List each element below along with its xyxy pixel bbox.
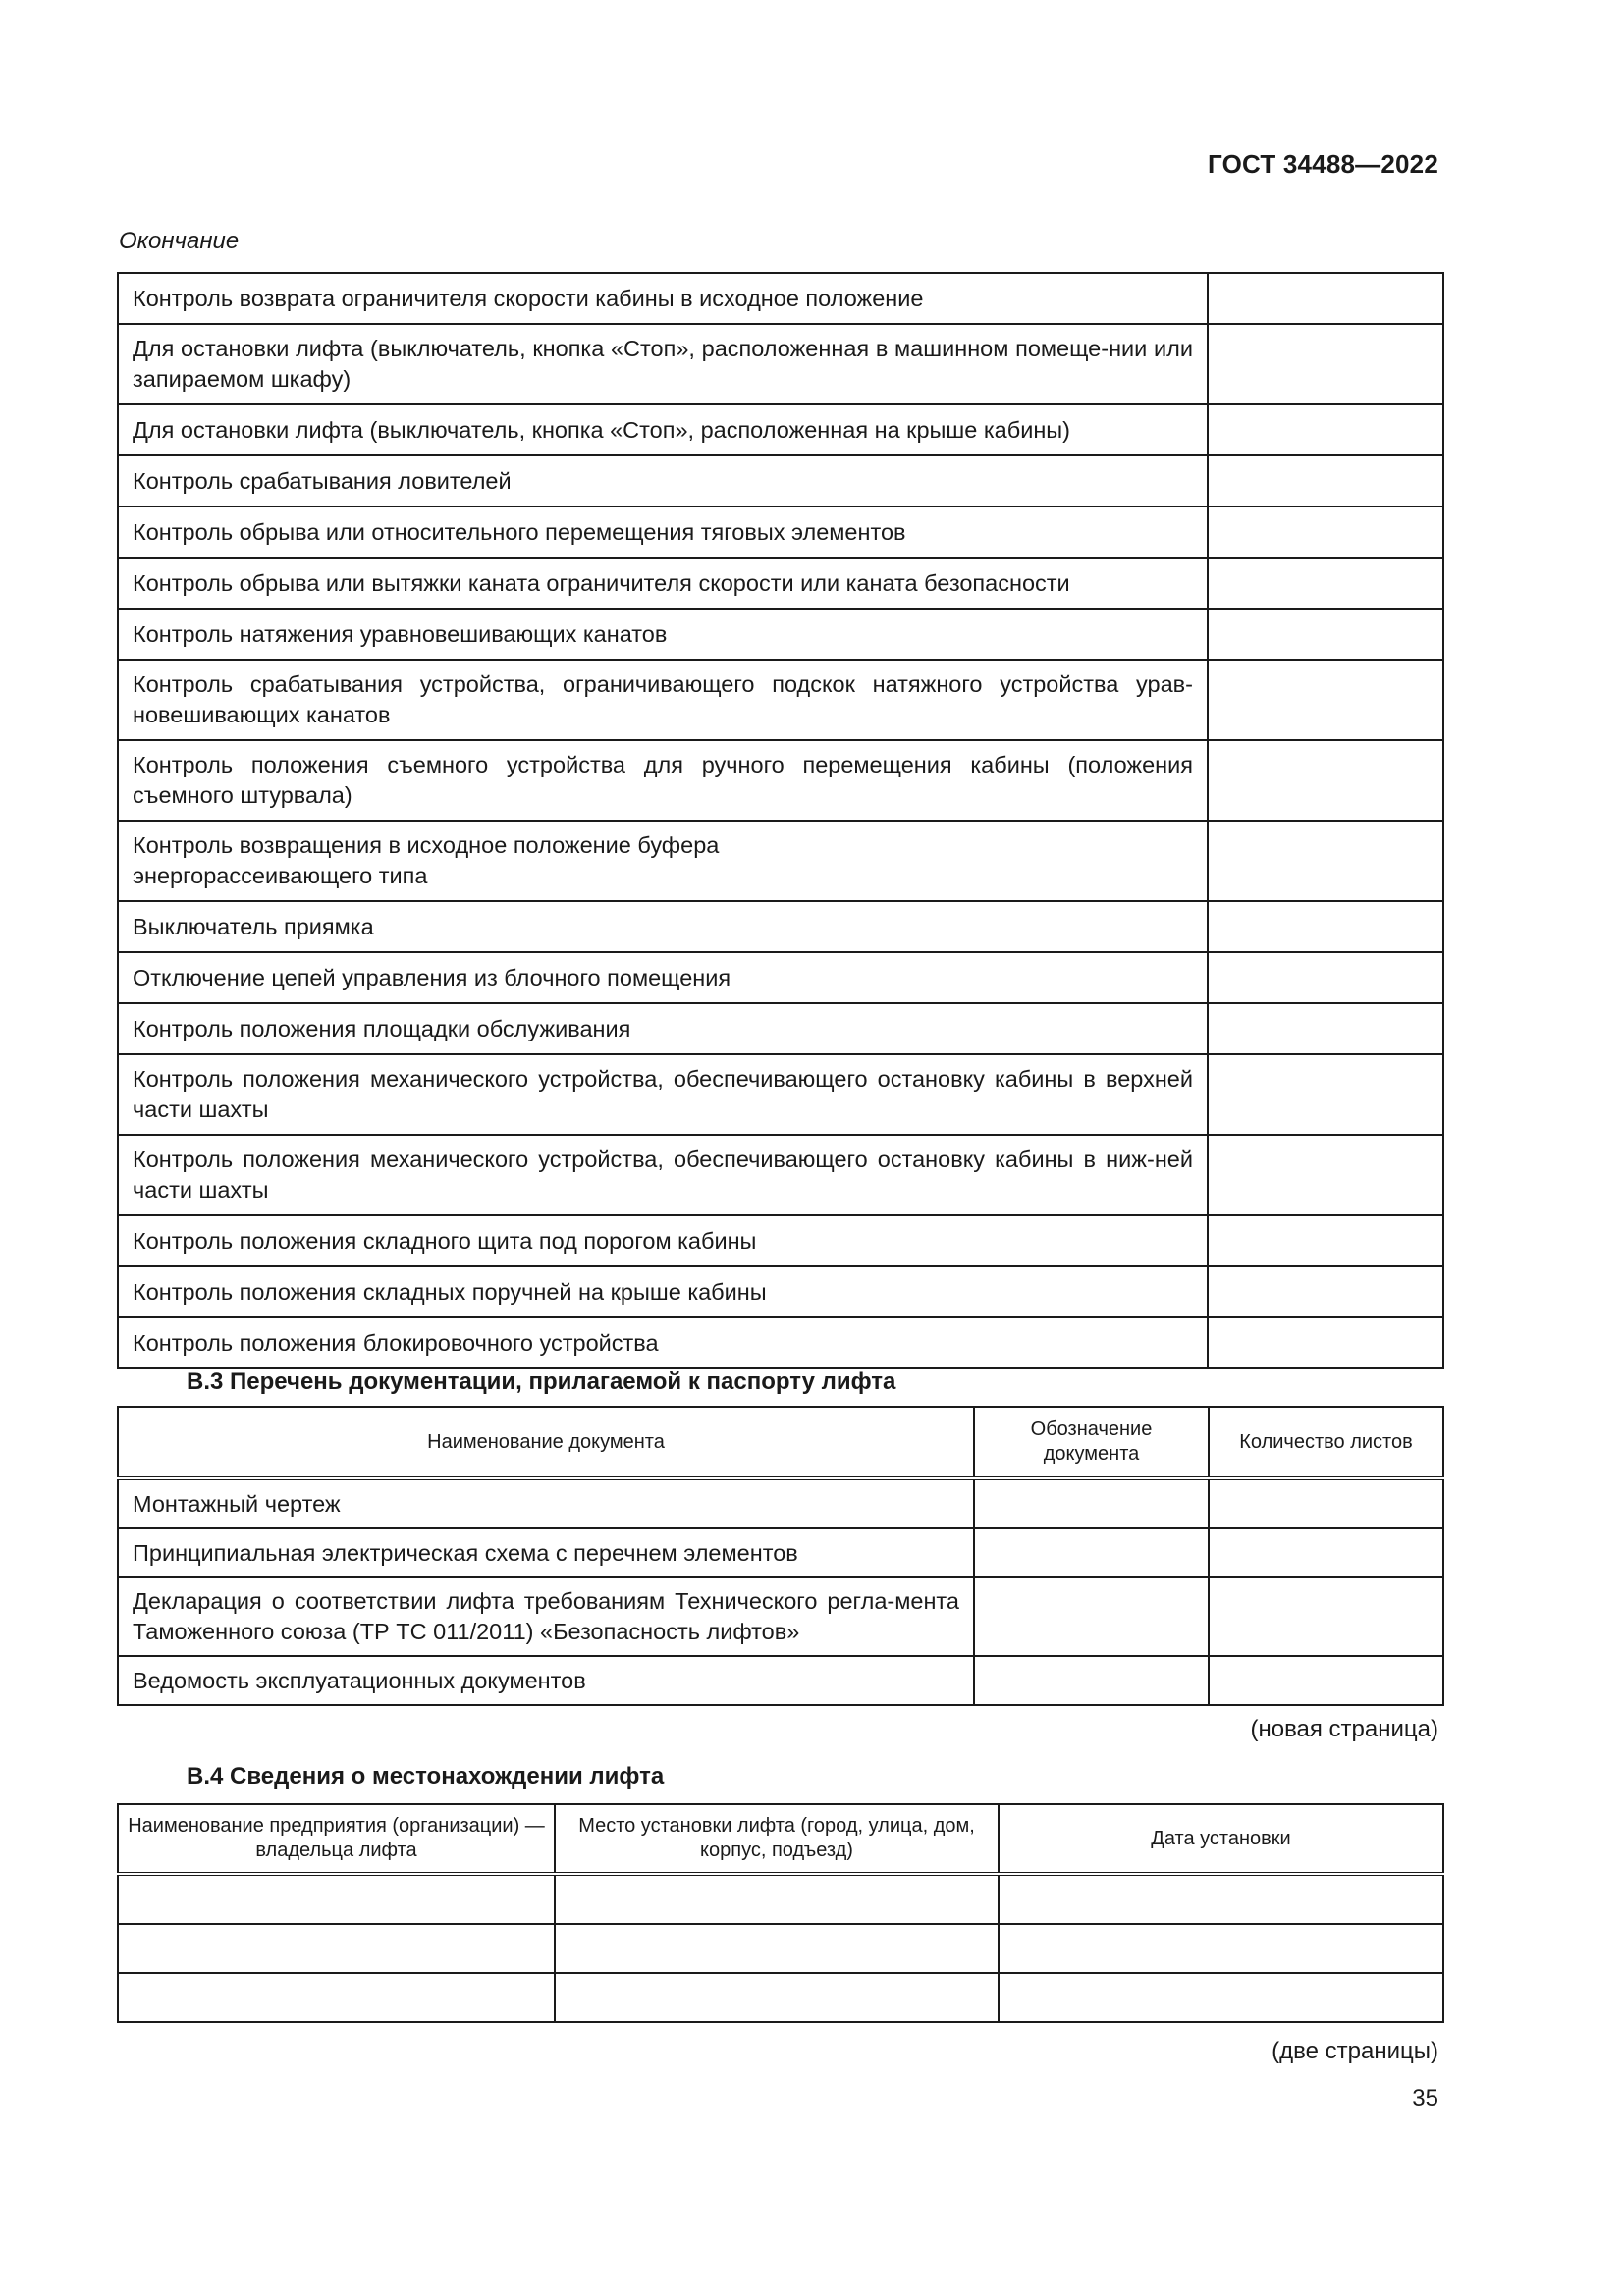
owner-cell [118, 1973, 555, 2022]
date-cell [999, 1924, 1443, 1973]
table-row [118, 1215, 1443, 1266]
table-row [118, 1528, 1443, 1577]
page-number: 35 [1412, 2085, 1438, 2111]
sheet-count-cell [1209, 1656, 1443, 1705]
row-value-cell [1208, 1003, 1443, 1054]
table-row [118, 507, 1443, 558]
row-value-cell [1208, 1215, 1443, 1266]
table-row [118, 455, 1443, 507]
owner-cell [118, 1924, 555, 1973]
row-value-cell [1208, 558, 1443, 609]
place-cell [555, 1924, 999, 1973]
row-value-cell [1208, 324, 1443, 404]
row-text: Контроль возврата ограничителя скорости кабины в исходное положение [118, 273, 1208, 324]
document-name: Монтажный чертеж [118, 1478, 974, 1528]
table-row [118, 324, 1443, 404]
row-text: Контроль положения механического устройства, обеспечивающего остановку кабины в верхней части шахты [118, 1054, 1208, 1135]
date-cell [999, 1973, 1443, 2022]
row-value-cell [1208, 1266, 1443, 1317]
header-sheet-count: Количество листов [1209, 1407, 1443, 1478]
table-row [118, 1577, 1443, 1656]
row-value-cell [1208, 1317, 1443, 1368]
row-value-cell [1208, 609, 1443, 660]
row-text: Для остановки лифта (выключатель, кнопка «Стоп», расположенная в машинном помеще-нии или запираемом шкафу) [118, 324, 1208, 404]
table-row [118, 952, 1443, 1003]
row-text: Контроль обрыва или относительного перемещения тяговых элементов [118, 507, 1208, 558]
row-text: Контроль возвращения в исходное положение буфера энергорассеивающего типа [118, 821, 1208, 901]
designation-cell [974, 1656, 1209, 1705]
row-value-cell [1208, 740, 1443, 821]
table-row [118, 1003, 1443, 1054]
row-value-cell [1208, 507, 1443, 558]
row-text: Контроль положения механического устройства, обеспечивающего остановку кабины в ниж-ней части шахты [118, 1135, 1208, 1215]
sheet-count-cell [1209, 1478, 1443, 1528]
row-value-cell [1208, 660, 1443, 740]
row-value-cell [1208, 404, 1443, 455]
two-pages-note: (две страницы) [1272, 2038, 1438, 2064]
table-row [118, 660, 1443, 740]
table-row [118, 901, 1443, 952]
table-header-row [118, 1804, 1443, 1874]
control-devices-table [117, 272, 1444, 1369]
row-text: Для остановки лифта (выключатель, кнопка «Стоп», расположенная на крыше кабины) [118, 404, 1208, 455]
table-row [118, 558, 1443, 609]
table-row [118, 1054, 1443, 1135]
header-installation-place: Место установки лифта (город, улица, дом, корпус, подъезд) [555, 1804, 999, 1874]
sheet-count-cell [1209, 1528, 1443, 1577]
row-text: Контроль натяжения уравновешивающих канатов [118, 609, 1208, 660]
row-value-cell [1208, 1054, 1443, 1135]
table-row [118, 1266, 1443, 1317]
new-page-note: (новая страница) [1250, 1716, 1438, 1742]
row-value-cell [1208, 901, 1443, 952]
header-document-designation: Обозначение документа [974, 1407, 1209, 1478]
row-text: Контроль положения блокировочного устройства [118, 1317, 1208, 1368]
header-installation-date: Дата установки [999, 1804, 1443, 1874]
place-cell [555, 1874, 999, 1924]
row-text: Контроль срабатывания устройства, ограничивающего подскок натяжного устройства урав-новешивающих канатов [118, 660, 1208, 740]
continuation-label: Окончание [119, 228, 240, 254]
table-row [118, 821, 1443, 901]
section-b3-title: В.3 Перечень документации, прилагаемой к паспорту лифта [187, 1368, 896, 1395]
row-text: Контроль срабатывания ловителей [118, 455, 1208, 507]
row-value-cell [1208, 821, 1443, 901]
row-text: Контроль положения площадки обслуживания [118, 1003, 1208, 1054]
section-b4-title: В.4 Сведения о местонахождении лифта [187, 1763, 665, 1789]
table-row [118, 273, 1443, 324]
document-name: Декларация о соответствии лифта требованиям Технического регла-мента Таможенного союза (ТР ТС 011/2011) «Безопасность лифтов» [118, 1577, 974, 1656]
header-document-name: Наименование документа [118, 1407, 974, 1478]
document-code: ГОСТ 34488—2022 [1208, 149, 1438, 179]
table-row [118, 1973, 1443, 2022]
table-row [118, 1924, 1443, 1973]
designation-cell [974, 1577, 1209, 1656]
table-row [118, 1874, 1443, 1924]
table-header-row [118, 1407, 1443, 1478]
row-text: Контроль положения складных поручней на крыше кабины [118, 1266, 1208, 1317]
row-text: Контроль положения складного щита под порогом кабины [118, 1215, 1208, 1266]
date-cell [999, 1874, 1443, 1924]
row-value-cell [1208, 455, 1443, 507]
row-text: Контроль положения съемного устройства для ручного перемещения кабины (положения съемного штурвала) [118, 740, 1208, 821]
row-value-cell [1208, 273, 1443, 324]
documentation-table [117, 1406, 1444, 1706]
table-row [118, 1317, 1443, 1368]
table-row [118, 1478, 1443, 1528]
table-row [118, 1656, 1443, 1705]
place-cell [555, 1973, 999, 2022]
owner-cell [118, 1874, 555, 1924]
row-text: Контроль обрыва или вытяжки каната ограничителя скорости или каната безопасности [118, 558, 1208, 609]
designation-cell [974, 1528, 1209, 1577]
document-name: Принципиальная электрическая схема с перечнем элементов [118, 1528, 974, 1577]
row-text: Выключатель приямка [118, 901, 1208, 952]
row-text: Отключение цепей управления из блочного помещения [118, 952, 1208, 1003]
table-row [118, 740, 1443, 821]
designation-cell [974, 1478, 1209, 1528]
table-row [118, 609, 1443, 660]
row-value-cell [1208, 1135, 1443, 1215]
table-row [118, 404, 1443, 455]
row-value-cell [1208, 952, 1443, 1003]
table-row [118, 1135, 1443, 1215]
document-name: Ведомость эксплуатационных документов [118, 1656, 974, 1705]
location-table [117, 1803, 1444, 2023]
header-owner: Наименование предприятия (организации) — владельца лифта [118, 1804, 555, 1874]
sheet-count-cell [1209, 1577, 1443, 1656]
